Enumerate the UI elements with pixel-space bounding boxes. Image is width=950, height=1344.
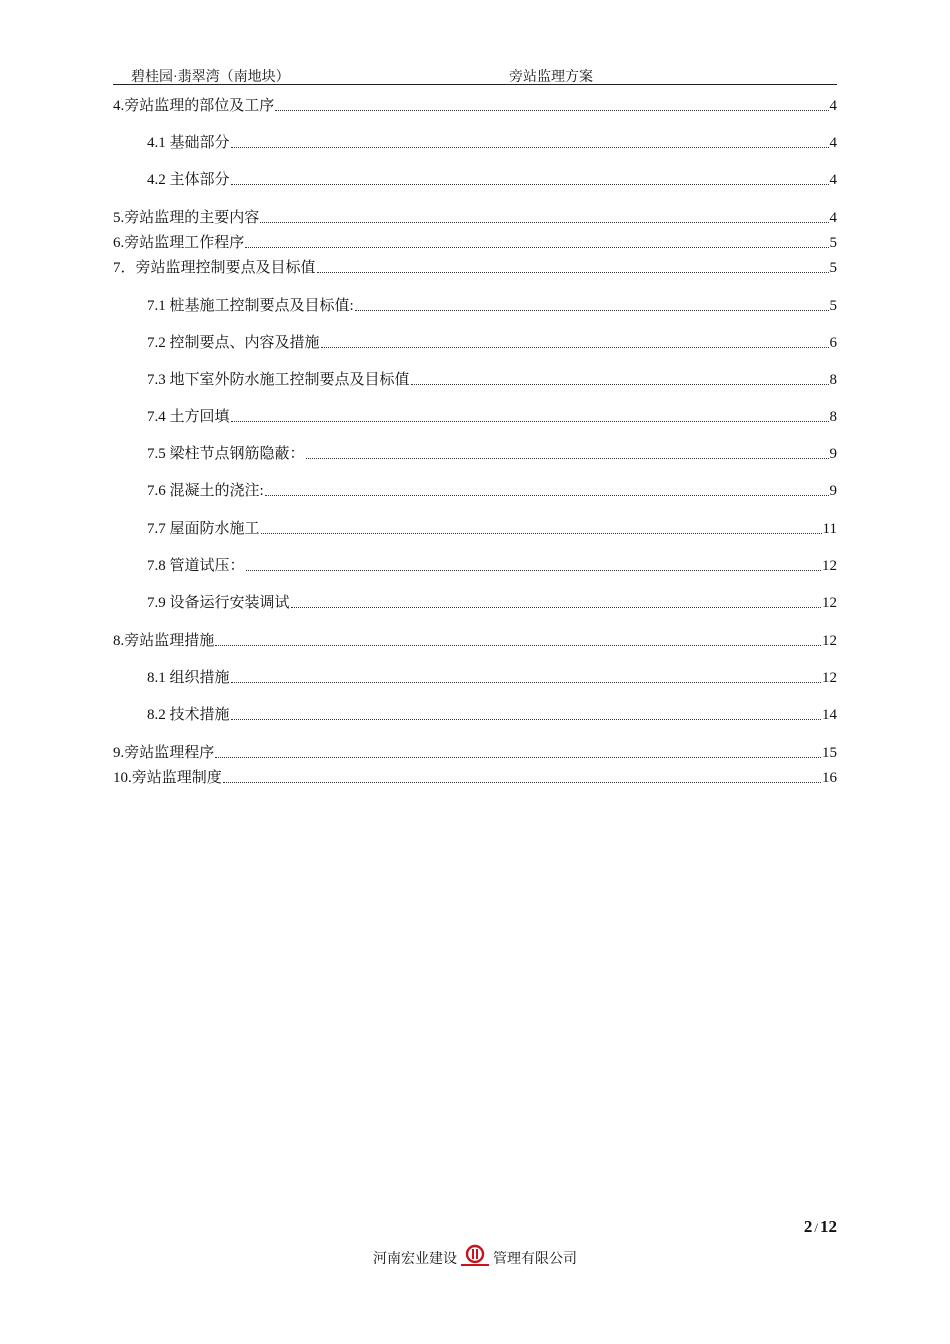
toc-entry-label: 4.旁站监理的部位及工序 xyxy=(113,98,275,114)
toc-entry[interactable] xyxy=(147,295,837,315)
toc-dot-leader xyxy=(306,457,829,459)
toc-dot-leader xyxy=(245,246,828,248)
toc-entry-page: 5 xyxy=(829,298,837,314)
toc-entry-label: 8.旁站监理措施 xyxy=(113,633,215,649)
toc-entry-label: 7.7 屋面防水施工 xyxy=(147,521,260,537)
toc-entry[interactable] xyxy=(147,169,837,189)
toc-entry[interactable] xyxy=(147,406,837,426)
toc-entry-label: 7.6 混凝土的浇注: xyxy=(147,483,264,499)
toc-dot-leader xyxy=(223,781,821,783)
toc-dot-leader xyxy=(355,309,829,311)
toc-entry-label: 8.1 组织措施 xyxy=(147,670,230,686)
page-footer xyxy=(0,1244,950,1270)
toc-entry[interactable] xyxy=(147,369,837,389)
toc-entry-page: 5 xyxy=(829,235,837,251)
toc-entry-label: 6.旁站监理工作程序 xyxy=(113,235,245,251)
toc-dot-leader xyxy=(411,383,829,385)
toc-dot-leader xyxy=(291,606,821,608)
toc-entry[interactable] xyxy=(147,132,837,152)
toc-entry-page: 6 xyxy=(829,335,837,351)
toc-entry[interactable] xyxy=(113,207,837,227)
toc-entry[interactable] xyxy=(147,667,837,687)
toc-dot-leader xyxy=(265,494,829,496)
current-page: 2 xyxy=(803,1217,813,1236)
toc-dot-leader xyxy=(215,644,821,646)
page-header xyxy=(113,62,837,85)
toc-entry[interactable] xyxy=(113,95,837,115)
toc-entry-label: 7.9 设备运行安装调试 xyxy=(147,595,290,611)
total-pages: 12 xyxy=(820,1217,837,1236)
toc-entry[interactable] xyxy=(147,443,837,463)
toc-dot-leader xyxy=(231,183,829,185)
toc-entry-page: 16 xyxy=(822,770,837,786)
toc-entry-label: 7.3 地下室外防水施工控制要点及目标值 xyxy=(147,372,410,388)
toc-entry-page: 4 xyxy=(829,210,837,226)
header-document-title: 旁站监理方案 xyxy=(509,70,593,85)
toc-entry-page: 12 xyxy=(822,633,837,649)
toc-entry-label: 4.2 主体部分 xyxy=(147,172,230,188)
toc-entry-label: 7．旁站监理控制要点及目标值 xyxy=(113,260,316,276)
toc-entry[interactable] xyxy=(113,767,837,787)
toc-entry-label: 5.旁站监理的主要内容 xyxy=(113,210,260,226)
footer-company-prefix: 河南宏业建设 xyxy=(373,1252,457,1267)
toc-dot-leader xyxy=(215,756,821,758)
toc-entry-page: 8 xyxy=(829,409,837,425)
toc-entry-label: 8.2 技术措施 xyxy=(147,707,230,723)
toc-entry-label: 10.旁站监理制度 xyxy=(113,770,222,786)
toc-entry-page: 12 xyxy=(822,558,837,574)
toc-dot-leader xyxy=(261,532,822,534)
footer-company-suffix: 管理有限公司 xyxy=(493,1252,577,1267)
toc-entry[interactable] xyxy=(147,704,837,724)
toc-entry-label: 7.5 梁柱节点钢筋隐蔽： xyxy=(147,446,305,462)
toc-entry-page: 5 xyxy=(829,260,837,276)
toc-entry-page: 4 xyxy=(829,172,837,188)
page-number xyxy=(780,1217,837,1237)
toc-dot-leader xyxy=(231,718,821,720)
toc-dot-leader xyxy=(231,420,829,422)
toc-entry[interactable] xyxy=(113,257,837,277)
toc-entry[interactable] xyxy=(147,480,837,500)
toc-entry-label: 7.8 管道试压： xyxy=(147,558,245,574)
toc-dot-leader xyxy=(231,146,829,148)
toc-entry-page: 8 xyxy=(829,372,837,388)
toc-dot-leader xyxy=(317,271,829,273)
page-separator: / xyxy=(814,1220,818,1235)
toc-entry-page: 9 xyxy=(829,446,837,462)
toc-entry[interactable] xyxy=(147,592,837,612)
toc-entry-label: 7.1 桩基施工控制要点及目标值: xyxy=(147,298,354,314)
toc-entry-page: 15 xyxy=(822,745,837,761)
toc-dot-leader xyxy=(275,109,828,111)
toc-entry-page: 12 xyxy=(822,595,837,611)
toc-entry-label: 4.1 基础部分 xyxy=(147,135,230,151)
toc-dot-leader xyxy=(231,681,821,683)
toc-entry-page: 4 xyxy=(829,135,837,151)
toc-entry-page: 9 xyxy=(829,483,837,499)
toc-entry[interactable] xyxy=(147,518,837,538)
toc-entry-label: 7.2 控制要点、内容及措施 xyxy=(147,335,320,351)
toc-entry-label: 7.4 土方回填 xyxy=(147,409,230,425)
toc-entry[interactable] xyxy=(147,555,837,575)
toc-dot-leader xyxy=(321,346,829,348)
toc-entry-page: 11 xyxy=(822,521,837,537)
toc-entry-page: 12 xyxy=(822,670,837,686)
toc-dot-leader xyxy=(260,221,828,223)
toc-entry-label: 9.旁站监理程序 xyxy=(113,745,215,761)
toc-entry[interactable] xyxy=(113,630,837,650)
header-project-name: 碧桂园·翡翠湾（南地块） xyxy=(131,70,290,85)
toc-entry[interactable] xyxy=(147,332,837,352)
company-logo-icon xyxy=(459,1244,491,1268)
toc-entry[interactable] xyxy=(113,742,837,762)
toc-entry-page: 14 xyxy=(822,707,837,723)
toc-entry-page: 4 xyxy=(829,98,837,114)
toc-dot-leader xyxy=(246,569,821,571)
toc-entry[interactable] xyxy=(113,232,837,252)
